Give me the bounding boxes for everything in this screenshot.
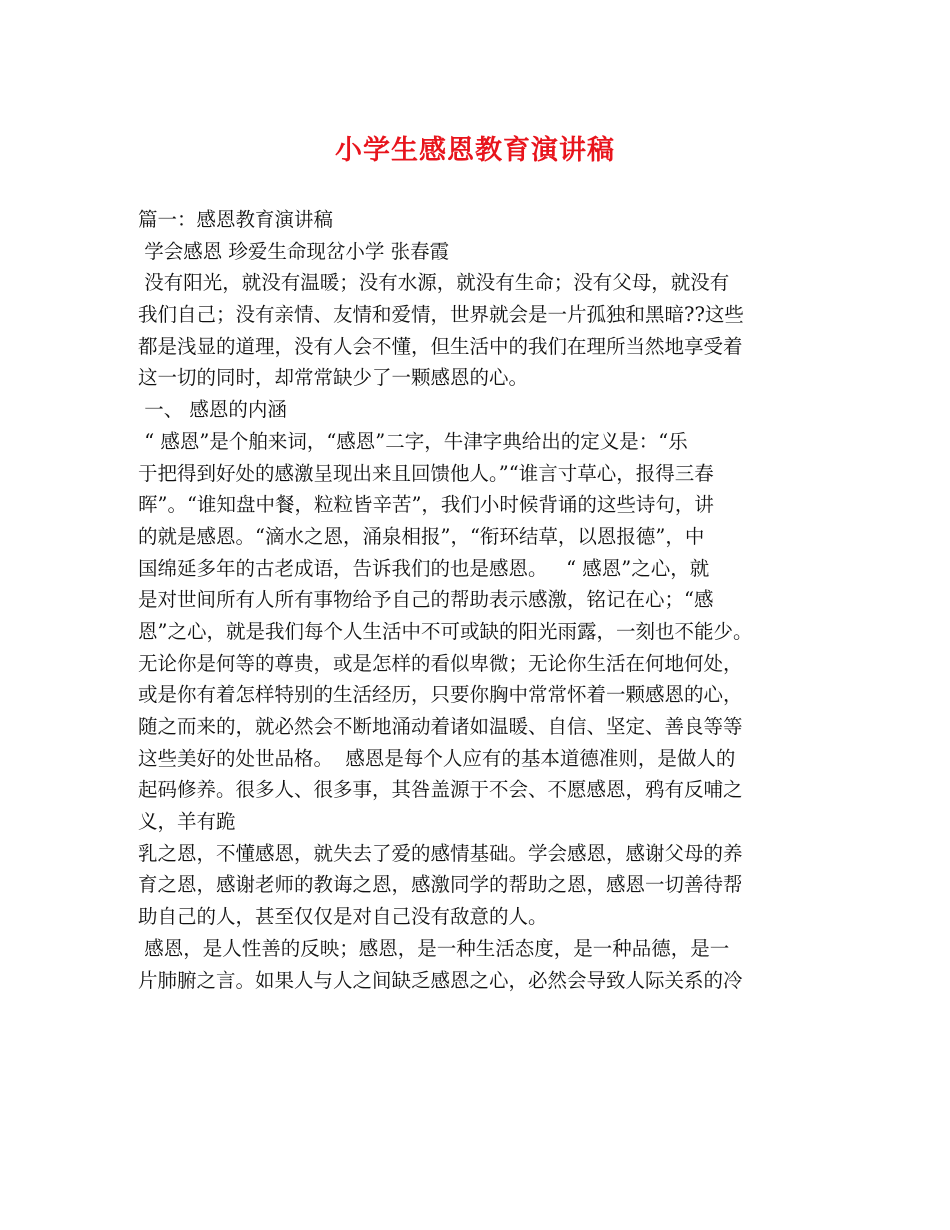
text-line: 起码修养。很多人、很多事，其咎盖源于不会、不愿感恩，鸦有反哺之 <box>138 778 743 802</box>
text-line: 随之而来的，就必然会不断地涌动着诸如温暖、自信、坚定、善良等等 <box>138 715 743 738</box>
text-line: 学会感恩 珍爱生命现岔小学 张春霞 <box>138 239 450 263</box>
text-line: 义，羊有跪 <box>138 810 236 834</box>
text-line: 一、 感恩的内涵 <box>138 398 287 422</box>
text-line: 是对世间所有人所有事物给予自己的帮助表示感激，铭记在心；“感 <box>138 588 714 612</box>
text-line: 国绵延多年的古老成语，告诉我们的也是感恩。 “ 感恩”之心，就 <box>138 556 710 580</box>
text-line: 晖”。“谁知盘中餐，粒粒皆辛苦”，我们小时候背诵的这些诗句，讲 <box>138 493 714 517</box>
text-line: 没有阳光，就没有温暖；没有水源，就没有生命；没有父母，就没有 <box>138 271 730 295</box>
text-line: 于把得到好处的感激呈现出来且回馈他人。”“谁言寸草心，报得三春 <box>138 461 714 485</box>
text-line: 或是你有着怎样特别的生活经历，只要你胸中常常怀着一颗感恩的心， <box>138 683 743 707</box>
text-line: 这一切的同时，却常常缺少了一颗感恩的心。 <box>138 366 529 390</box>
text-line: 恩”之心，就是我们每个人生活中不可或缺的阳光雨露，一刻也不能少。 <box>138 619 753 643</box>
document-body <box>138 204 838 996</box>
text-line: 片肺腑之言。如果人与人之间缺乏感恩之心，必然会导致人际关系的冷 <box>138 968 743 992</box>
text-line: 助自己的人，甚至仅仅是对自己没有敌意的人。 <box>138 905 548 929</box>
text-line: 篇一：感恩教育演讲稿 <box>138 208 334 231</box>
text-line: “ 感恩”是个舶来词，“感恩”二字，牛津字典给出的定义是：“乐 <box>138 429 688 453</box>
text-line: 这些美好的处世品格。 感恩是每个人应有的基本道德准则，是做人的 <box>138 746 736 770</box>
text-line: 乳之恩，不懂感恩，就失去了爱的感情基础。学会感恩，感谢父母的养 <box>138 841 743 865</box>
text-line: 都是浅显的道理，没有人会不懂，但生活中的我们在理所当然地享受着 <box>138 334 743 358</box>
text-line: 我们自己；没有亲情、友情和爱情，世界就会是一片孤独和黑暗??这些 <box>138 303 744 327</box>
text-line: 感恩，是人性善的反映；感恩，是一种生活态度，是一种品德，是一 <box>138 936 730 960</box>
text-line: 的就是感恩。“滴水之恩，涌泉相报”，“衔环结草，以恩报德”，中 <box>138 524 705 548</box>
text-line: 无论你是何等的尊贵，或是怎样的看似卑微；无论你生活在何地何处， <box>138 651 743 675</box>
document-title: 小学生感恩教育演讲稿 <box>335 135 615 166</box>
text-line: 育之恩，感谢老师的教诲之恩，感激同学的帮助之恩，感恩一切善待帮 <box>138 873 743 897</box>
